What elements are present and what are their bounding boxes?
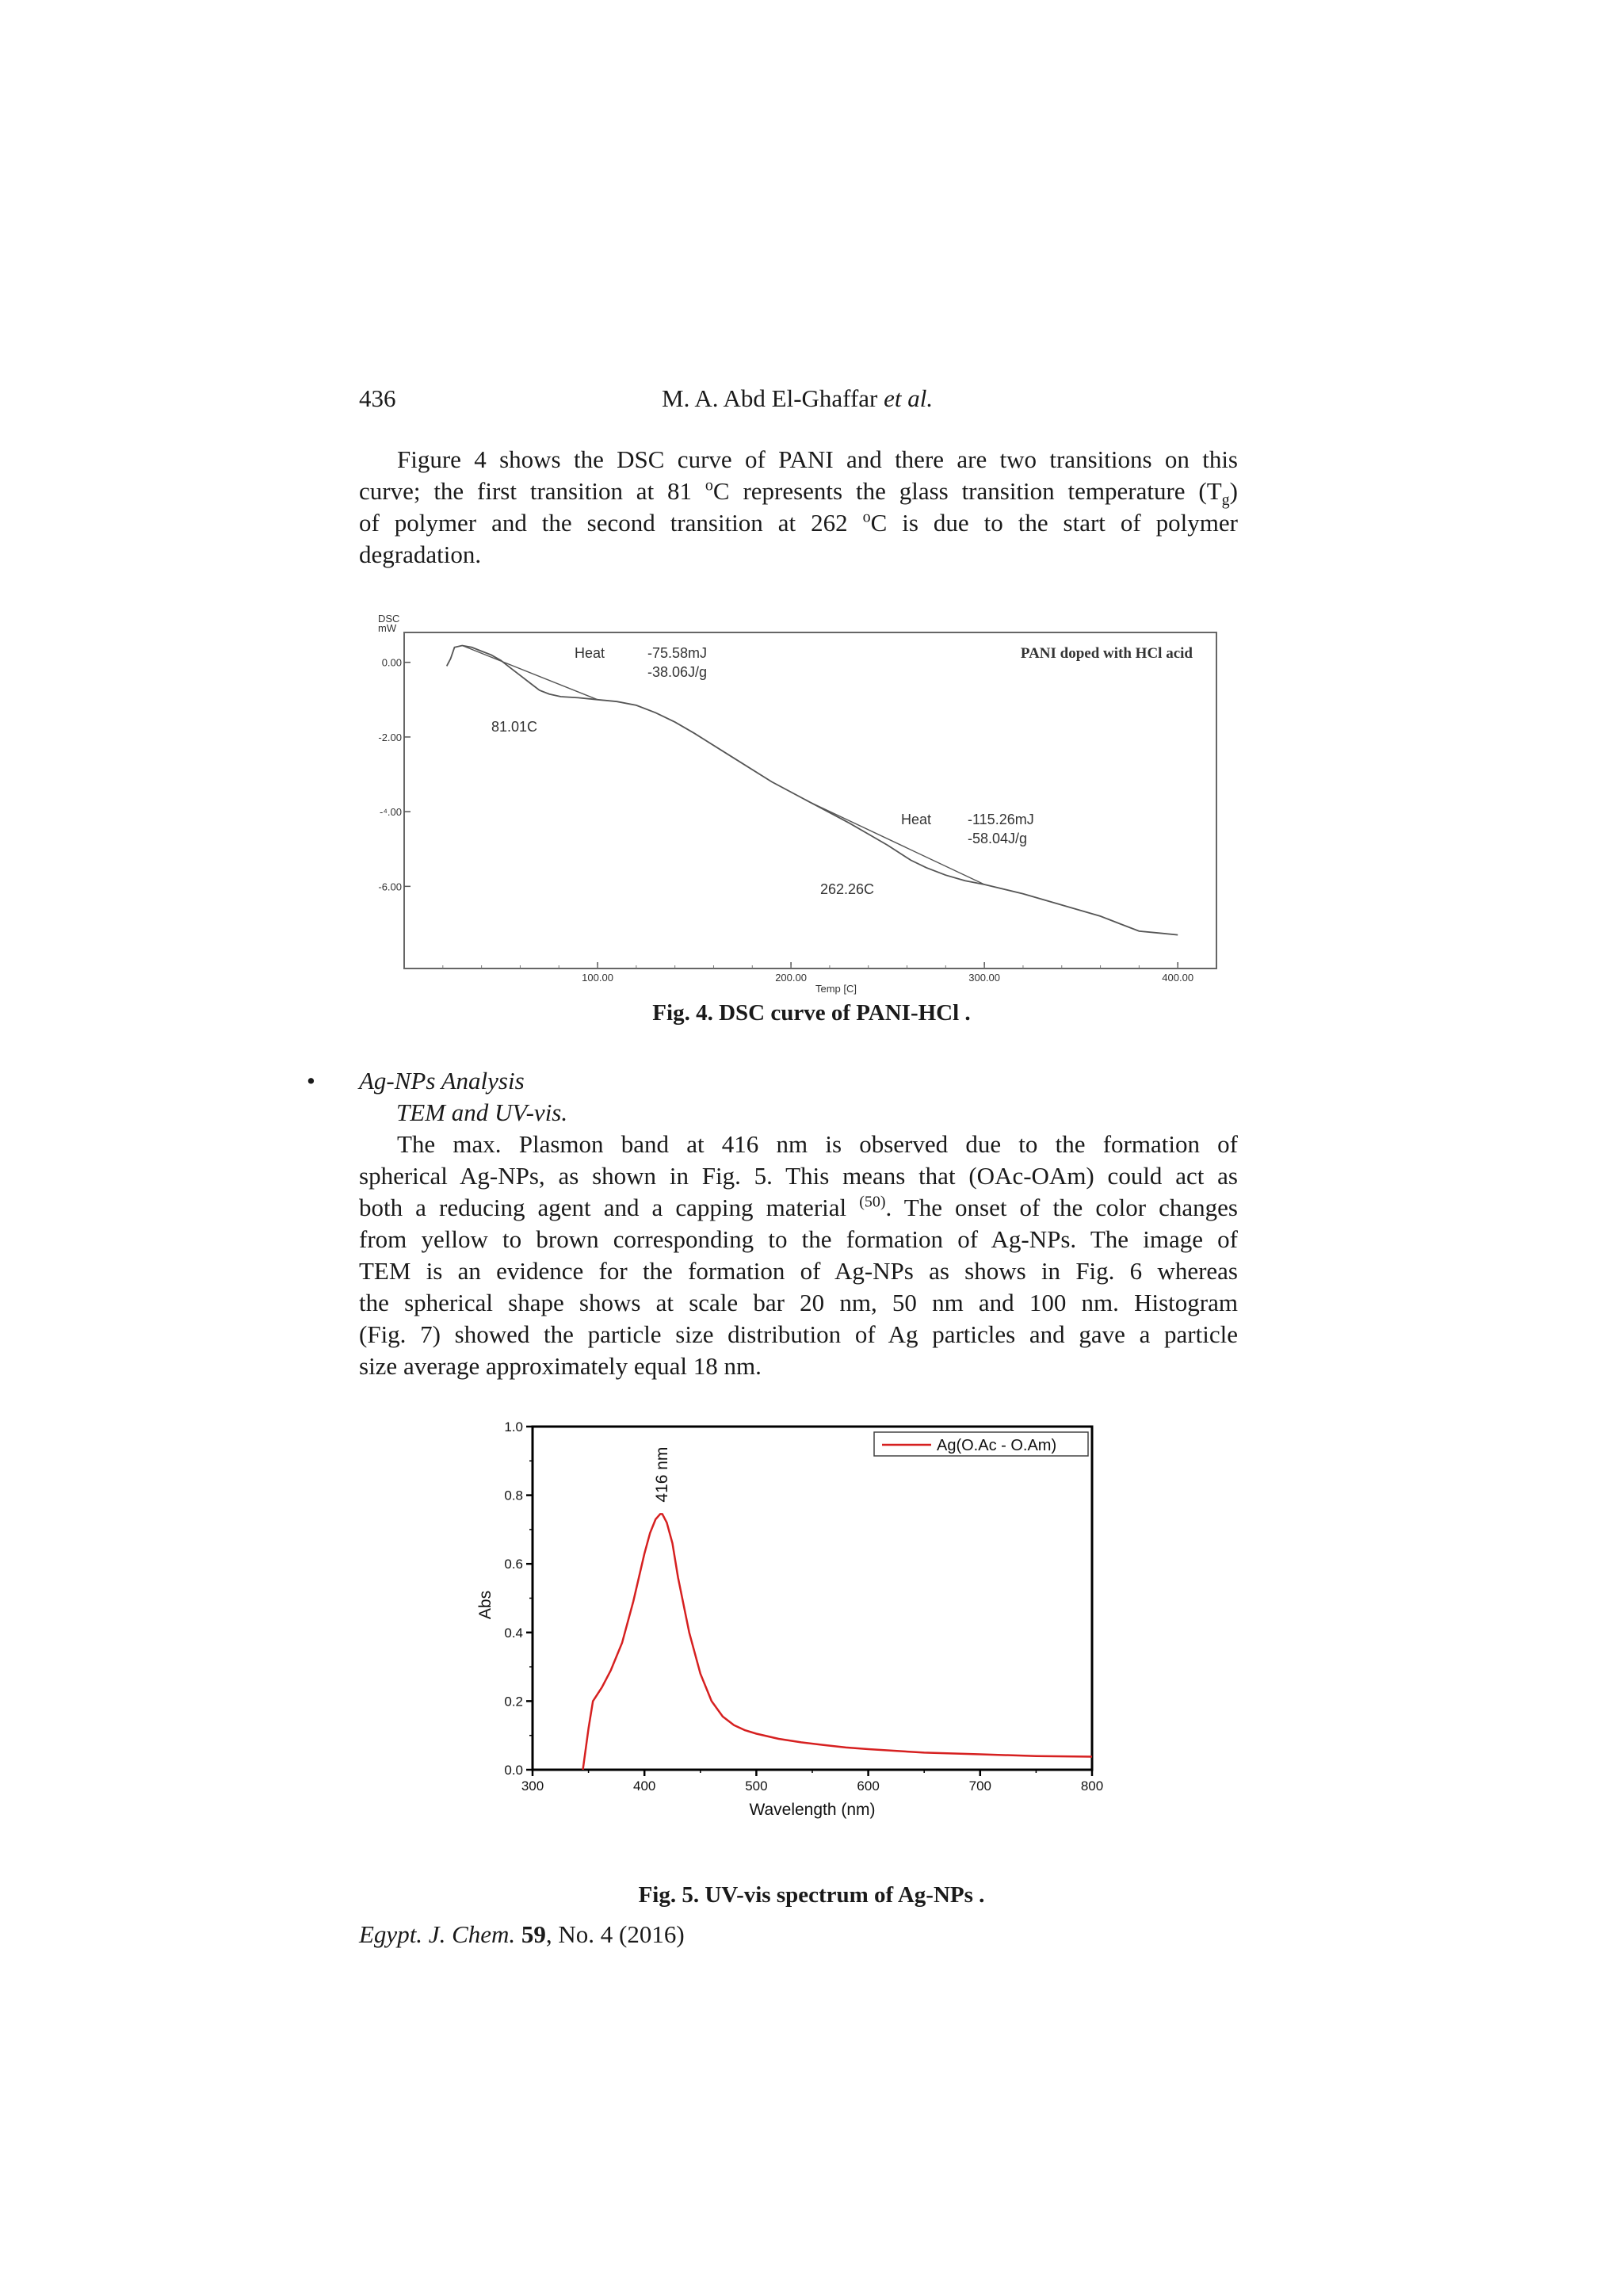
dsc-baseline xyxy=(811,802,985,884)
fig4-caption: Fig. 4. DSC curve of PANI-HCl . xyxy=(652,1000,971,1026)
uvvis-xtick-label: 800 xyxy=(1080,1778,1104,1794)
dsc-curve xyxy=(447,646,1178,935)
uvvis-ytick-label: 1.0 xyxy=(504,1419,523,1435)
section-title: Ag-NPs Analysis xyxy=(359,1067,525,1095)
journal-volume: 59 xyxy=(521,1920,546,1948)
uvvis-plot-frame xyxy=(533,1427,1092,1770)
dsc-annotation-heat2-specific: -58.04J/g xyxy=(968,831,1028,846)
paragraph-line: Figure 4 shows the DSC curve of PANI and there are two transitions on this xyxy=(397,445,1238,473)
page-number: 436 xyxy=(359,384,396,412)
dsc-ylabel-line2: mW xyxy=(378,622,397,634)
dsc-ytick-label: 0.00 xyxy=(381,656,402,669)
dsc-annotation-heat1-energy: -75.58mJ xyxy=(647,645,708,661)
journal-footer xyxy=(359,1920,685,1949)
dsc-plot-frame xyxy=(404,632,1216,968)
dsc-annotation-peak2: 262.26C xyxy=(820,881,875,897)
uvvis-xlabel: Wavelength (nm) xyxy=(749,1801,876,1819)
dsc-xtick-label: 400.00 xyxy=(1162,972,1194,984)
paragraph-line: size average approximately equal 18 nm. xyxy=(359,1352,762,1380)
dsc-annotation-peak1: 81.01C xyxy=(491,719,538,735)
dsc-xtick-label: 300.00 xyxy=(968,972,1001,984)
uvvis-xtick-label: 600 xyxy=(857,1778,880,1794)
dsc-ylabel-line1: DSC xyxy=(378,613,400,625)
dsc-annotation-heat2-energy: -115.26mJ xyxy=(968,812,1034,827)
uvvis-xtick-label: 700 xyxy=(968,1778,991,1794)
paragraph-line: spherical Ag-NPs, as shown in Fig. 5. This means that (OAc-OAm) could act as xyxy=(359,1162,1238,1190)
paragraph-line: TEM is an evidence for the formation of Ag-NPs as shows in Fig. 6 whereas xyxy=(359,1257,1238,1285)
section-subtitle: TEM and UV-vis. xyxy=(396,1098,568,1126)
paragraph-line: both a reducing agent and a capping material $^{(50)}$. The onset of the color changes xyxy=(359,1193,1238,1221)
journal-issue: , No. 4 (2016) xyxy=(545,1920,685,1948)
journal-name: Egypt. J. Chem. xyxy=(359,1920,516,1948)
running-header-etal: et al. xyxy=(884,384,934,412)
section-bullet: • xyxy=(307,1067,315,1095)
dsc-xtick-label: 200.00 xyxy=(775,972,807,984)
dsc-legend-text: PANI doped with HCl acid xyxy=(1020,645,1193,662)
uvvis-ylabel: Abs xyxy=(476,1590,495,1620)
paragraph-line: (Fig. 7) showed the particle size distribution of Ag particles and gave a particle xyxy=(359,1320,1238,1348)
uvvis-xtick-label: 400 xyxy=(633,1778,656,1794)
dsc-annotation-heat1-specific: -38.06J/g xyxy=(647,664,708,680)
dsc-ytick-label: -⁴.00 xyxy=(380,806,402,819)
uvvis-ytick-label: 0.2 xyxy=(504,1694,523,1710)
uvvis-ytick-label: 0.0 xyxy=(504,1763,523,1778)
uvvis-ytick-label: 0.4 xyxy=(504,1625,523,1641)
dsc-ytick-label: -2.00 xyxy=(378,731,402,743)
uvvis-xtick-label: 300 xyxy=(521,1778,544,1794)
uvvis-xtick-label: 500 xyxy=(745,1778,768,1794)
uvvis-ytick-label: 0.6 xyxy=(504,1557,523,1572)
dsc-ytick-label: -6.00 xyxy=(378,881,402,893)
paragraph-line: of polymer and the second transition at 262 $^o$C is due to the start of polymer xyxy=(359,508,1238,537)
uvvis-series-line xyxy=(583,1514,1093,1770)
fig5-caption: Fig. 5. UV-vis spectrum of Ag-NPs . xyxy=(638,1882,985,1908)
paragraph-line: degradation. xyxy=(359,541,482,568)
dsc-xlabel: Temp [C] xyxy=(815,983,857,995)
dsc-chart xyxy=(361,609,1232,1005)
uvvis-legend-label: Ag(O.Ac - O.Am) xyxy=(937,1437,1057,1454)
paragraph-line: from yellow to brown corresponding to the formation of Ag-NPs. The image of xyxy=(359,1225,1238,1253)
paragraph-line: curve; the first transition at 81 $^o$C represents the glass transition temperature $(T_g)$ xyxy=(359,476,1238,510)
dsc-annotation-heat1: Heat xyxy=(575,645,605,661)
uvvis-peak-annotation: 416 nm xyxy=(652,1446,671,1503)
paragraph-line: the spherical shape shows at scale bar 20 nm, 50 nm and 100 nm. Histogram xyxy=(359,1289,1238,1316)
paragraph-agnps xyxy=(359,1129,1238,1382)
dsc-annotation-heat2: Heat xyxy=(901,812,932,827)
dsc-xtick-label: 100.00 xyxy=(582,972,613,984)
running-header-authors: M. A. Abd El-Ghaffar xyxy=(662,384,884,412)
running-header xyxy=(662,384,933,413)
paragraph-line: The max. Plasmon band at 416 nm is observed due to the formation of xyxy=(397,1130,1238,1158)
uvvis-chart xyxy=(464,1415,1121,1819)
paragraph-dsc xyxy=(359,444,1238,571)
uvvis-ytick-label: 0.8 xyxy=(504,1488,523,1503)
